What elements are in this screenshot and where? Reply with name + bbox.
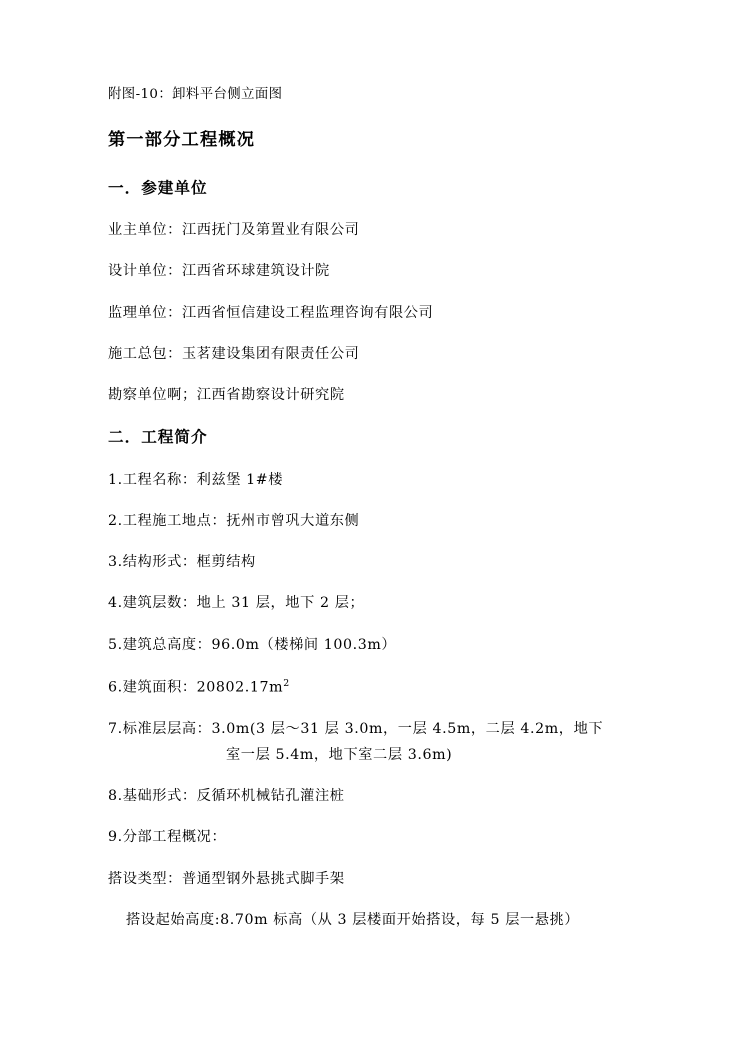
figure-caption: 附图-10：卸料平台侧立面图 (108, 87, 283, 102)
list-item: 搭设起始高度:8.70m 标高（从 3 层楼面开始搭设，每 5 层一悬挑） (126, 911, 580, 928)
building-area-text: 6.建筑面积：20802.17 (108, 679, 270, 696)
list-item: 4.建筑层数：地上 31 层，地下 2 层； (108, 595, 365, 612)
part-title: 第一部分工程概况 (108, 130, 256, 151)
list-item: 监理单位：江西省恒信建设工程监理咨询有限公司 (108, 304, 434, 321)
list-item: 7.标准层层高：3.0m(3 层～31 层 3.0m，一层 4.5m，二层 4.2m，地下 (108, 720, 604, 737)
building-area-unit: m (269, 679, 284, 696)
section-heading-project-introduction: 二．工程简介 (108, 427, 208, 447)
list-item: 1.工程名称：利兹堡 1#楼 (108, 471, 284, 488)
list-item: 业主单位：江西抚门及第置业有限公司 (108, 222, 360, 239)
list-item: 3.结构形式：框剪结构 (108, 554, 256, 571)
list-item: 设计单位：江西省环球建筑设计院 (108, 263, 330, 280)
list-item: 施工总包：玉茗建设集团有限责任公司 (108, 345, 360, 362)
building-area-unit-exponent: 2 (283, 677, 290, 689)
list-item: 5.建筑总高度：96.0m（楼梯间 100.3m） (108, 636, 397, 653)
list-item-building-area (108, 679, 648, 695)
list-item-continuation: 室一层 5.4m，地下室二层 3.6m) (226, 746, 453, 763)
list-item: 2.工程施工地点：抚州市曾巩大道东侧 (108, 513, 360, 530)
section-heading-participating-units: 一．参建单位 (108, 177, 208, 197)
list-item: 搭设类型：普通型钢外悬挑式脚手架 (108, 870, 345, 887)
list-item: 9.分部工程概况： (108, 829, 227, 846)
list-item: 8.基础形式：反循环机械钻孔灌注桩 (108, 788, 345, 805)
list-item: 勘察单位啊；江西省勘察设计研究院 (108, 387, 345, 404)
